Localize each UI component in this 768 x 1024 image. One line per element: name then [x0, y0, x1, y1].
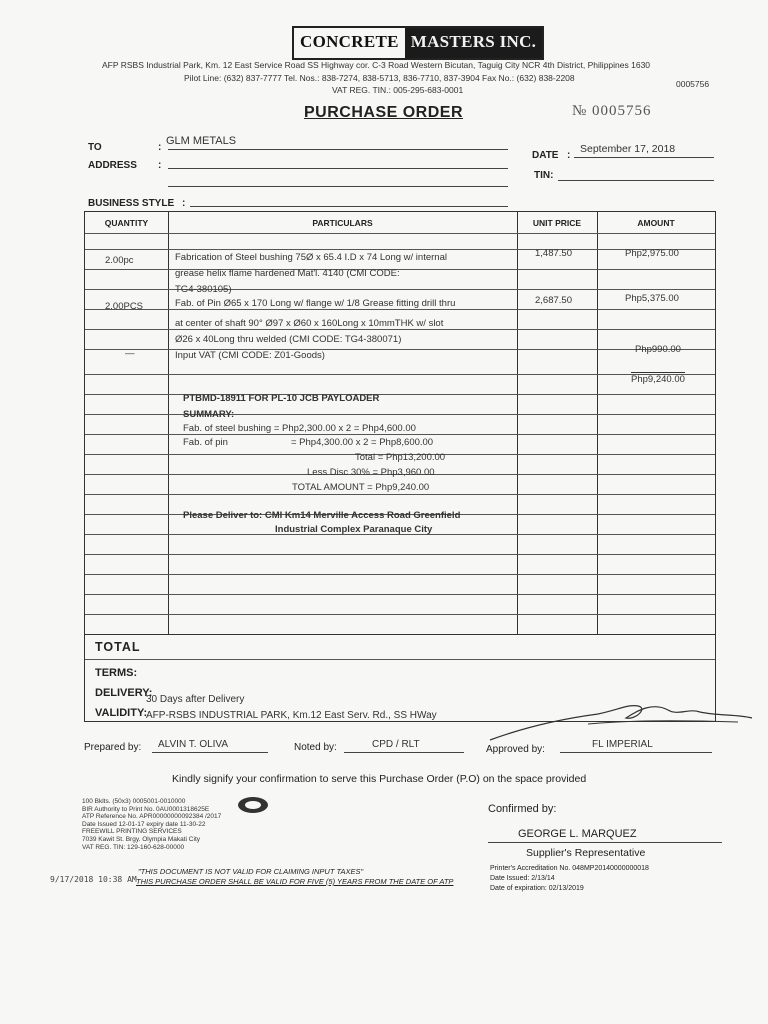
notes-total: Total = Php13,200.00: [355, 452, 446, 463]
approved-line: [560, 752, 712, 753]
col-divider-3: [597, 212, 598, 634]
supplier-rep-label: Supplier's Representative: [526, 847, 646, 859]
confirmed-name: GEORGE L. MARQUEZ: [518, 828, 637, 840]
address-line-1: [168, 168, 508, 169]
date-line: [574, 157, 714, 158]
to-line: [168, 149, 508, 150]
row2-qty: 2.00PCS: [105, 301, 144, 312]
business-style-line: [190, 206, 508, 207]
row1-unit-price: 1,487.50: [535, 248, 572, 259]
row-line: [85, 594, 715, 595]
date-expiration: Date of expiration: 02/13/2019: [490, 885, 584, 892]
row3-qty: —: [125, 348, 135, 359]
printer-line: ATP Reference No. APR00000000092384 /2017: [82, 813, 222, 821]
notes-line1: Fab. of steel bushing = Php2,300.00 x 2 = Php4,600.00: [183, 423, 416, 434]
col-header-particulars: PARTICULARS: [312, 218, 373, 228]
prepared-line: [152, 752, 268, 753]
approved-value: FL IMPERIAL: [592, 739, 653, 750]
date-colon: :: [567, 150, 571, 161]
tin-line: [558, 180, 714, 181]
row-line: [85, 394, 715, 395]
row-line: [85, 233, 715, 234]
ref-small: 0005756: [676, 79, 710, 89]
row1-desc-line1: Fabrication of Steel bushing 75Ø x 65.4 I.D x 74 Long w/ internal: [175, 252, 447, 263]
col-divider-2: [517, 212, 518, 634]
row-line: [85, 554, 715, 555]
validity-label: VALIDITY:: [95, 707, 148, 719]
approved-label: Approved by:: [486, 744, 545, 755]
notes-disc: Less Disc 30% = Php3,960.00: [307, 467, 435, 478]
accreditation-no: Printer's Accreditation No. 048MP20140000000018: [490, 865, 649, 872]
terms-label: TERMS:: [95, 667, 138, 679]
validity-value: AFP-RSBS INDUSTRIAL PARK, Km.12 East Serv. Rd., SS HWay: [146, 710, 437, 721]
col-header-unit-price: UNIT PRICE: [532, 218, 582, 228]
row-line: [85, 329, 715, 330]
notes-line2a: Fab. of pin: [183, 437, 228, 448]
address-line-2: [168, 186, 508, 187]
company-name-part2: MASTERS INC.: [405, 28, 542, 58]
printer-line: 100 Bklts. (50x3) 0005001-0010000: [82, 798, 186, 805]
company-name-part1: CONCRETE: [294, 28, 405, 58]
row-line: [85, 374, 715, 375]
printer-line: BIR Authority to Print No. 0AU0001318625E: [82, 805, 210, 813]
row1-desc-line2: grease helix flame hardened Mat'l. 4140 (CMI CODE:: [175, 268, 400, 279]
notes-line2b: = Php4,300.00 x 2 = Php8,600.00: [291, 437, 434, 448]
row2-desc-line2: at center of shaft 90° Ø97 x Ø60 x 160Long x 10mmTHK w/ slot: [175, 318, 444, 329]
kindly-text: Kindly signify your confirmation to serve this Purchase Order (P.O) on the space provided: [172, 773, 587, 785]
printer-line: VAT REG. TIN: 129-160-628-00000: [82, 843, 185, 851]
document-number: № 0005756: [572, 103, 652, 119]
date-value: September 17, 2018: [580, 143, 676, 155]
not-valid-note: "THIS DOCUMENT IS NOT VALID FOR CLAIMING INPUT TAXES": [138, 867, 364, 876]
print-timestamp: 9/17/2018 10:38 AM: [50, 875, 137, 884]
noted-line: [344, 752, 464, 753]
total-divider: [85, 659, 715, 660]
printer-info: [82, 798, 221, 851]
row-line: [85, 309, 715, 310]
row2-desc-line1: Fab. of Pin Ø65 x 170 Long w/ flange w/ 1/8 Grease fitting drill thru: [175, 298, 456, 309]
address-label: ADDRESS: [88, 160, 137, 171]
notes-deliver-line2: Industrial Complex Paranaque City: [275, 524, 433, 535]
notes-ref: PTBMD-18911 FOR PL-10 JCB PAYLOADER: [183, 393, 380, 404]
row2-unit-price: 2,687.50: [535, 295, 572, 306]
row-line: [85, 414, 715, 415]
prepared-value: ALVIN T. OLIVA: [158, 739, 229, 750]
row-line: [85, 574, 715, 575]
date-issued: Date Issued: 2/13/14: [490, 875, 555, 882]
items-table: [84, 211, 716, 635]
to-value: GLM METALS: [166, 135, 237, 147]
col-header-amount: AMOUNT: [637, 218, 675, 228]
row-line: [85, 249, 715, 250]
document-title: PURCHASE ORDER: [304, 104, 464, 121]
row2-desc-line3: Ø26 x 40Long thru welded (CMI CODE: TG4-380071): [175, 334, 402, 345]
row1-desc-line3: TG4-380105): [175, 284, 232, 295]
printer-logo-icon: [236, 795, 270, 815]
printer-line: FREEWILL PRINTING SERVICES: [82, 828, 182, 836]
confirmed-line: [488, 842, 722, 843]
row3-amount: Php990.00: [635, 344, 681, 355]
col-divider-1: [168, 212, 169, 634]
noted-label: Noted by:: [294, 742, 337, 753]
delivery-value: 30 Days after Delivery: [146, 694, 245, 705]
company-logo: [292, 26, 544, 60]
date-label: DATE: [532, 150, 559, 161]
row-line: [85, 614, 715, 615]
row1-qty: 2.00pc: [105, 255, 134, 266]
company-vat-tin: VAT REG. TIN.: 005-295-683-0001: [332, 85, 464, 95]
business-style-colon: :: [182, 198, 186, 209]
row3-desc-line1: Input VAT (CMI CODE: Z01-Goods): [175, 350, 325, 361]
company-address: AFP RSBS Industrial Park, Km. 12 East Service Road SS Highway cor. C-3 Road Western Bicutan, Taguig City NCR 4th District, Philippines 1630: [102, 60, 651, 70]
row-line: [85, 494, 715, 495]
address-colon: :: [158, 160, 162, 171]
row2-amount: Php5,375.00: [625, 293, 679, 304]
confirmed-label: Confirmed by:: [488, 803, 557, 815]
notes-summary-label: SUMMARY:: [183, 409, 235, 420]
row1-amount: Php2,975.00: [625, 248, 679, 259]
printer-line: 7039 Kawit St. Brgy. Olympia Makati City: [82, 835, 201, 843]
approved-signature: [488, 696, 758, 744]
total-label: TOTAL: [95, 640, 141, 654]
to-label: TO: [88, 142, 102, 153]
printer-line: Date Issued 12-01-17 expiry date 11-30-22: [82, 820, 206, 828]
row-line: [85, 434, 715, 435]
row4-amount: Php9,240.00: [631, 374, 685, 385]
notes-deliver-line1: Please Deliver to: CMI Km14 Merville Access Road Greenfield: [183, 510, 461, 521]
col-header-quantity: QUANTITY: [104, 218, 149, 228]
po-valid-note: THIS PURCHASE ORDER SHALL BE VALID FOR FIVE (5) YEARS FROM THE DATE OF ATP: [136, 877, 454, 886]
to-colon: :: [158, 142, 162, 153]
noted-value: CPD / RLT: [372, 739, 420, 750]
prepared-label: Prepared by:: [84, 742, 142, 753]
tin-label: TIN:: [534, 170, 554, 181]
business-style-label: BUSINESS STYLE: [88, 198, 175, 209]
company-phones: Pilot Line: (632) 837-7777 Tel. Nos.: 838-7274, 838-5713, 836-7710, 837-3904 Fax No.: (632) 838-2208: [184, 73, 575, 83]
notes-total-amount: TOTAL AMOUNT = Php9,240.00: [292, 482, 430, 493]
delivery-label: DELIVERY:: [95, 687, 153, 699]
